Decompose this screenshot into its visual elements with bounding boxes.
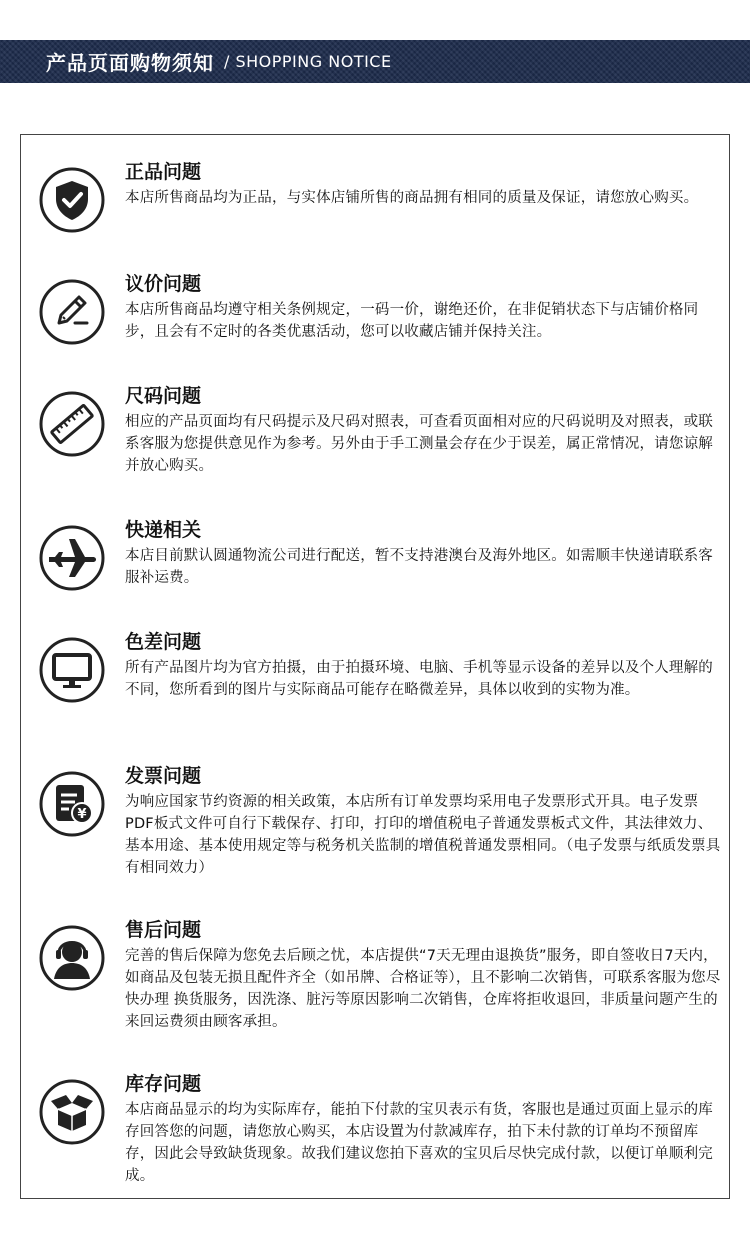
item-text: 相应的产品页面均有尺码提示及尺码对照表，可查看页面相对应的尺码说明及对照表，或联系客服为您提供意见作为参考。另外由于手工测量会存在少于误差，属正常情况，请您谅解并放心购买。 bbox=[125, 414, 713, 474]
item-text: 本店目前默认圆通物流公司进行配送，暂不支持港澳台及海外地区。如需顺丰快递请联系客服补运费。 bbox=[125, 548, 713, 586]
monitor-icon bbox=[39, 637, 105, 703]
item-text: 所有产品图片均为官方拍摄，由于拍摄环境、电脑、手机等显示设备的差异以及个人理解的不同，您所看到的图片与实际商品可能存在略微差异，具体以收到的实物为准。 bbox=[125, 660, 713, 698]
item-title: 尺码问题 bbox=[125, 385, 202, 407]
item-title: 正品问题 bbox=[125, 161, 202, 183]
item-text: 完善的售后保障为您免去后顾之忧，本店提供“7天无理由退换货”服务，即自签收日7天内，如商品及包装无损且配件齐全（如吊牌、合格证等），且不影响二次销售，可联系客服为您尽快办理 换货服务，因洗涤、脏污等原因影响二次销售，仓库将拒收退回，非质量问题产生的来回运费须由顾客承担。 bbox=[125, 948, 721, 1030]
pen-edit-icon bbox=[39, 279, 105, 345]
item-title: 快递相关 bbox=[125, 519, 202, 541]
item-title: 色差问题 bbox=[125, 631, 202, 653]
item-text: 为响应国家节约资源的相关政策，本店所有订单发票均采用电子发票形式开具。电子发票PDF板式文件可自行下载保存、打印，打印的增值税电子普通发票板式文件，其法律效力、基本用途、基本使用规定等与税务机关监制的增值税普通发票相同。（电子发票与纸质发票具有相同效力） bbox=[125, 794, 721, 876]
notice-panel bbox=[20, 134, 730, 1199]
shield-check-icon bbox=[39, 167, 105, 233]
item-title: 售后问题 bbox=[125, 919, 202, 941]
customer-service-icon bbox=[39, 925, 105, 991]
ruler-icon bbox=[39, 391, 105, 457]
airplane-icon bbox=[39, 525, 105, 591]
open-box-icon bbox=[39, 1079, 105, 1145]
item-text: 本店所售商品均为正品，与实体店铺所售的商品拥有相同的质量及保证，请您放心购买。 bbox=[125, 190, 699, 206]
item-title: 库存问题 bbox=[125, 1073, 202, 1095]
header-banner bbox=[0, 40, 750, 83]
svg-text:¥: ¥ bbox=[77, 807, 87, 822]
invoice-icon bbox=[39, 771, 105, 837]
page-subtitle: / SHOPPING NOTICE bbox=[224, 52, 392, 71]
page-title: 产品页面购物须知 bbox=[46, 51, 214, 75]
item-text: 本店商品显示的均为实际库存，能拍下付款的宝贝表示有货，客服也是通过页面上显示的库存回答您的问题，请您放心购买，本店设置为付款减库存，拍下未付款的订单均不预留库存，因此会导致缺货现象。故我们建议您拍下喜欢的宝贝后尽快完成付款，以便订单顺利完成。 bbox=[125, 1102, 713, 1184]
item-text: 本店所售商品均遵守相关条例规定，一码一价，谢绝还价，在非促销状态下与店铺价格同步，且会有不定时的各类优惠活动，您可以收藏店铺并保持关注。 bbox=[125, 302, 699, 340]
item-title: 发票问题 bbox=[125, 765, 202, 787]
item-title: 议价问题 bbox=[125, 273, 202, 295]
